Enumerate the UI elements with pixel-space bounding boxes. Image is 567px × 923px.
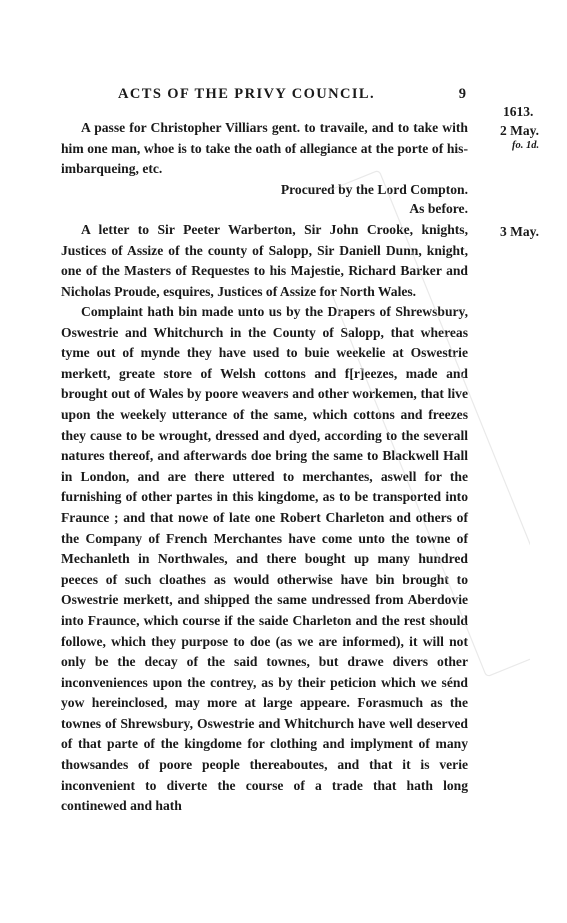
entry-letter: A letter to Sir Peeter Warberton, Sir John Crooke, knights, Justices of Assize of the county of Salopp, Sir Daniell Dunn, knight, one of the Masters of Requestes to his Majestie, Richard Barker and Nicholas Proude, esquires, Justices of Assize for North Wales.: [61, 222, 468, 299]
running-header: [70, 86, 470, 108]
page-number: 9: [458, 86, 466, 102]
as-before: As before.: [409, 201, 468, 216]
procured-by: Procured by the Lord Compton.: [280, 182, 468, 197]
margin-date-3-may: 3 May.: [500, 224, 539, 239]
margin-folio: fo. 1d.: [512, 140, 540, 151]
margin-date-2-may: 2 May.: [500, 123, 539, 138]
entry-passe: A passe for Christopher Villiars gent. to travaile, and to take with him one man, whoe is to take the oath of allegiance at the porte of his-imbarqueing, etc.: [61, 120, 468, 177]
running-title: ACTS OF THE PRIVY COUNCIL.: [118, 86, 376, 102]
entry-complaint: Complaint hath bin made unto us by the Drapers of Shrewsbury, Oswestrie and Whitchurch in the County of Salopp, that whereas tyme out of mynde they have used to buie weekelie at Oswestrie merkett, greate store of Welsh cottons and f[r]eezes, made and brought out of Wales by poore weavers and other workemen, that live upon the weekely utterance of the same, which cottons and freezes they cause to be wrought, dressed and dyed, according to the severall natures thereof, and afterwards doe bring the same to Blackwell Hall in London, and are there uttered to merchantes, aswell for the furnishing of other partes in this kingdome, as to be transported into Fraunce ; and that nowe of late one Robert Charleton and others of the Company of French Merchantes have come unto the towne of Mechanleth in Northwales, and there bought up many hundred peeces of such cloathes as would otherwise have bin brought to Oswestrie merkett, and shipped the same undressed from Aberdovie into Fraunce, which course if the saide Charleton and the rest should followe, which they purpose to doe (as we are informed), it will not only be the decay of the said townes, but drawe divers other inconveniences upon the contrey, as by their peticion which we sénd yow hereinclosed, may more at large appeare. Forasmuch as the townes of Shrewsbury, Oswestrie and Whitchurch have well deserved of that parte of the kingdome for clothing and implyment of many thowsandes of poore people thereaboutes, and that it is verie inconvenient to diverte the course of a trade that hath long continewed and hath: [61, 304, 468, 814]
margin-year: 1613.: [503, 104, 534, 119]
